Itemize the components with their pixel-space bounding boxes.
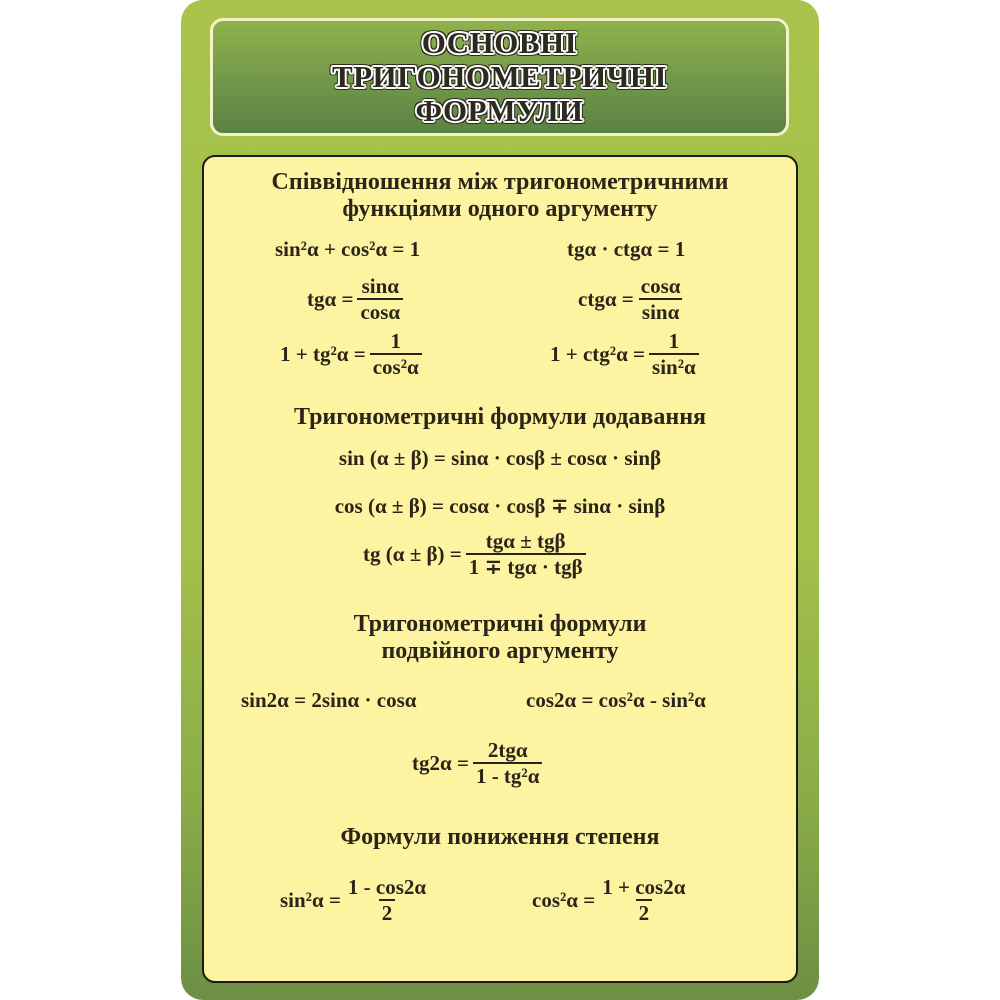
- formula-lhs: 1 + ctg²α =: [550, 341, 646, 366]
- section-heading-addition: Тригонометричні формули додавання: [293, 404, 707, 430]
- heading-line: Тригонометричні формули: [353, 611, 647, 637]
- formula-panel: [202, 155, 798, 983]
- fraction: [466, 529, 586, 579]
- title-line-3: ФОРМУЛИ: [415, 93, 584, 128]
- denominator: cos²α: [370, 353, 422, 379]
- numerator: cosα: [640, 274, 681, 298]
- fraction: [638, 274, 684, 324]
- denominator: sin²α: [649, 353, 699, 379]
- formula-sin-double: sin2α = 2sinα · cosα: [241, 688, 417, 712]
- formula-lhs: tgα =: [307, 286, 354, 311]
- formula-cos-squared-reduction: [531, 875, 688, 925]
- formula-sin-sum: sin (α ± β) = sinα · cosβ ± cosα · sinβ: [338, 446, 662, 470]
- fraction: [357, 274, 403, 324]
- formula-tg-definition: [306, 274, 403, 324]
- formula-lhs: tg (α ± β) =: [363, 541, 462, 566]
- numerator: 1 - cos2α: [347, 875, 427, 899]
- formula-pythagorean: sin²α + cos²α = 1: [275, 237, 421, 261]
- fraction: [370, 329, 422, 379]
- section-heading-power-reduction: Формули пониження степеня: [340, 824, 660, 850]
- title-line-1: ОСНОВНІ: [421, 25, 578, 60]
- formula-ctg-definition: [577, 274, 683, 324]
- formula-tg-double: [411, 738, 542, 788]
- numerator: tgα ± tgβ: [485, 529, 566, 553]
- numerator: 2tgα: [487, 738, 528, 762]
- numerator: 1 + cos2α: [602, 875, 686, 899]
- denominator: 2: [379, 899, 396, 925]
- heading-line: Співвідношення між тригонометричними: [271, 169, 729, 195]
- numerator: sinα: [361, 274, 399, 298]
- numerator: 1: [668, 329, 680, 353]
- denominator: sinα: [639, 298, 682, 324]
- formula-cos-sum: cos (α ± β) = cosα · cosβ ∓ sinα · sinβ: [334, 494, 666, 518]
- formula-lhs: tg2α =: [412, 750, 469, 775]
- formula-cos-double: cos2α = cos²α - sin²α: [526, 688, 706, 712]
- formula-lhs: sin²α =: [280, 887, 341, 912]
- formula-one-plus-tg-squared: [279, 329, 422, 379]
- heading-line: подвійного аргументу: [381, 638, 619, 664]
- fraction: [345, 875, 429, 925]
- fraction: [473, 738, 543, 788]
- formula-lhs: cos²α =: [532, 887, 596, 912]
- denominator: 2: [636, 899, 653, 925]
- fraction: [649, 329, 699, 379]
- formula-lhs: 1 + tg²α =: [280, 341, 366, 366]
- poster-panel: [181, 0, 819, 1000]
- section-heading-double-angle: [204, 611, 796, 665]
- title-banner: [210, 18, 789, 136]
- formula-tg-ctg-product: tgα · ctgα = 1: [567, 237, 686, 261]
- section-heading-relations: [204, 169, 796, 223]
- fraction: [599, 875, 688, 925]
- formula-one-plus-ctg-squared: [549, 329, 699, 379]
- formula-tg-sum: [362, 529, 586, 579]
- denominator: 1 ∓ tgα · tgβ: [466, 553, 586, 579]
- formula-lhs: ctgα =: [578, 286, 634, 311]
- denominator: cosα: [357, 298, 403, 324]
- formula-sin-squared-reduction: [279, 875, 429, 925]
- denominator: 1 - tg²α: [473, 762, 543, 788]
- title-line-2: ТРИГОНОМЕТРИЧНІ: [331, 59, 668, 94]
- heading-line: функціями одного аргументу: [342, 196, 658, 222]
- numerator: 1: [390, 329, 401, 353]
